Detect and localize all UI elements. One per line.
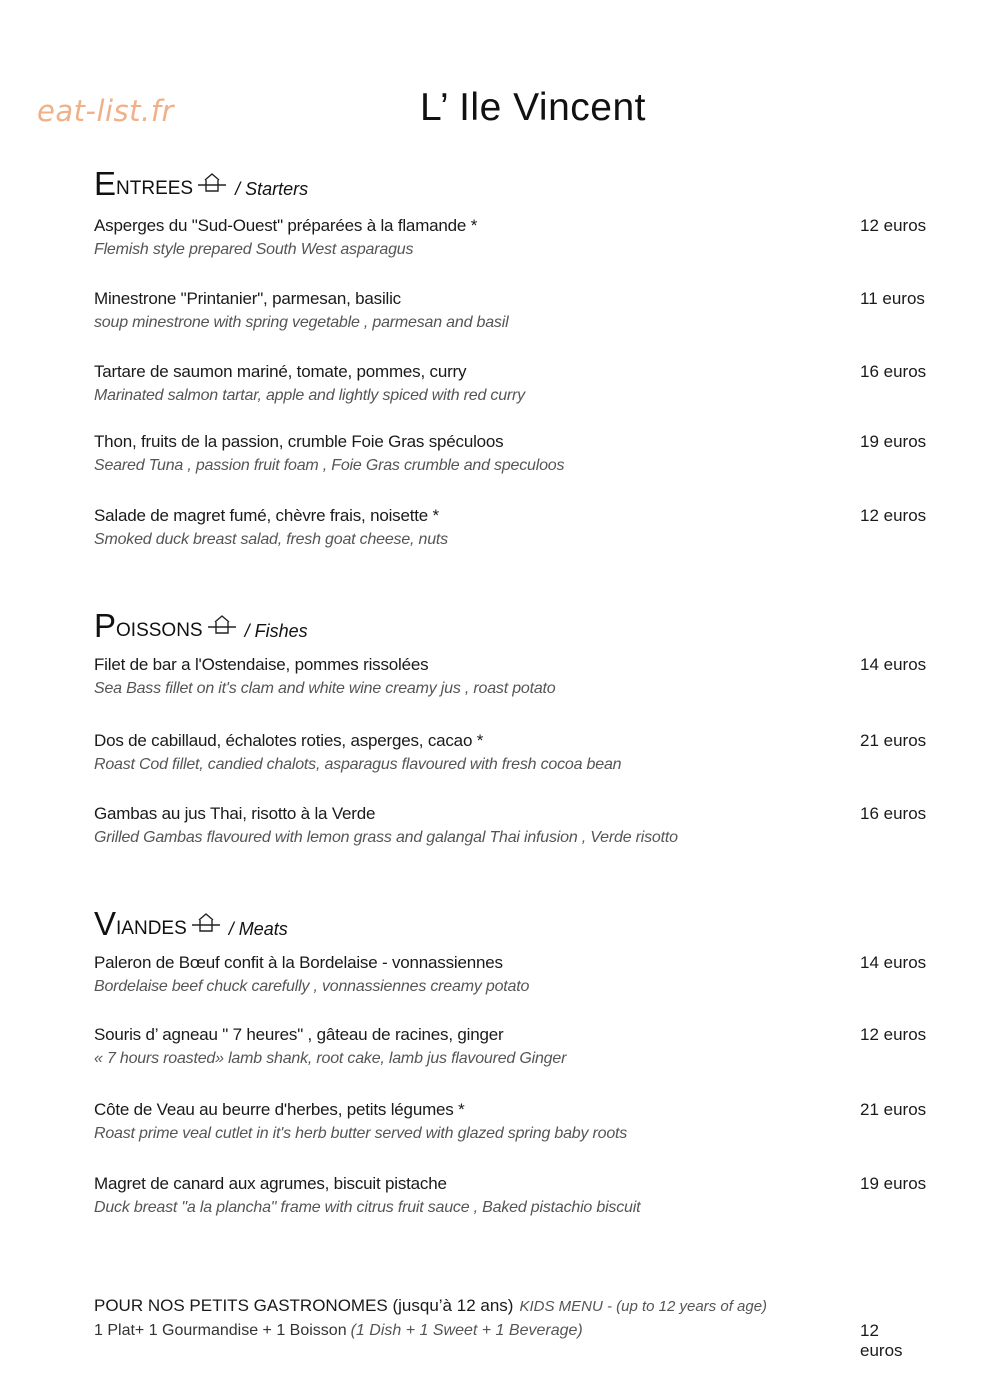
dish-description: Bordelaise beef chuck carefully , vonnassiennes creamy potato [94, 978, 530, 995]
dish-name: Asperges du "Sud-Ouest" préparées à la flamande * [94, 216, 478, 235]
section-meats [94, 900, 927, 1216]
section-subtitle: / Meats [228, 919, 288, 939]
section-heading-initial: P [94, 607, 117, 644]
menu-item [94, 1174, 927, 1217]
dish-description: Marinated salmon tartar, apple and lightly spiced with red curry [94, 387, 525, 404]
menu-item [94, 1025, 927, 1068]
dish-description: Duck breast "a la plancha" frame with citrus fruit sauce , Baked pistachio biscuit [94, 1199, 641, 1216]
dish-name: Gambas au jus Thai, risotto à la Verde [94, 804, 376, 823]
kids-menu-price: 12 euros [860, 1321, 903, 1360]
section-starters [94, 160, 927, 548]
menu-item [94, 731, 927, 774]
kids-menu-title-en: KIDS MENU - (up to 12 years of age) [519, 1298, 768, 1315]
dish-description: Seared Tuna , passion fruit foam , Foie Gras crumble and speculoos [94, 457, 565, 474]
section-heading-rest: NTREES [116, 178, 194, 199]
dish-price: 11 euros [860, 289, 925, 308]
dish-price: 19 euros [860, 1174, 927, 1193]
menu-item [94, 289, 924, 332]
menu-item [94, 953, 927, 996]
section-fishes [94, 602, 927, 846]
kids-menu-contents [94, 1322, 924, 1340]
dish-name: Dos de cabillaud, échalotes roties, asperges, cacao * [94, 731, 484, 750]
dish-price: 21 euros [860, 731, 927, 750]
section-heading [94, 602, 924, 642]
dish-name: Paleron de Bœuf confit à la Bordelaise - vonnassiennes [94, 953, 503, 972]
section-heading-initial: V [94, 905, 117, 942]
house-icon [197, 171, 227, 198]
dish-name: Magret de canard aux agrumes, biscuit pistache [94, 1174, 447, 1193]
dish-price: 19 euros [860, 432, 927, 451]
dish-description: Roast prime veal cutlet in it's herb butter served with glazed spring baby roots [94, 1125, 628, 1142]
dish-name: Thon, fruits de la passion, crumble Foie Gras spéculoos [94, 432, 504, 451]
dish-description: soup minestrone with spring vegetable , parmesan and basil [94, 314, 509, 331]
menu-item [94, 655, 927, 698]
dish-name: Côte de Veau au beurre d'herbes, petits légumes * [94, 1100, 465, 1119]
dish-price: 14 euros [860, 953, 927, 972]
dish-price: 12 euros [860, 506, 927, 525]
dish-description: « 7 hours roasted» lamb shank, root cake, lamb jus flavoured Ginger [94, 1050, 567, 1067]
house-icon [207, 613, 237, 640]
kids-menu [94, 1296, 924, 1360]
dish-price: 12 euros [860, 1025, 927, 1044]
dish-description: Flemish style prepared South West asparagus [94, 241, 414, 258]
menu-item [94, 362, 927, 405]
dish-price: 16 euros [860, 804, 927, 823]
kids-menu-title [94, 1296, 924, 1316]
section-heading-rest: IANDES [116, 918, 187, 939]
kids-menu-contents-en: (1 Dish + 1 Sweet + 1 Beverage) [350, 1322, 583, 1339]
section-subtitle: / Fishes [244, 621, 308, 641]
section-heading [94, 900, 924, 940]
dish-price: 21 euros [860, 1100, 927, 1119]
kids-menu-contents-fr: 1 Plat+ 1 Gourmandise + 1 Boisson [94, 1322, 347, 1339]
house-icon [191, 911, 221, 938]
dish-name: Salade de magret fumé, chèvre frais, noisette * [94, 506, 439, 525]
menu-item [94, 1100, 927, 1143]
section-heading-initial: E [94, 165, 117, 202]
menu-item [94, 804, 927, 847]
dish-name: Minestrone "Printanier", parmesan, basilic [94, 289, 401, 308]
menu-item [94, 432, 927, 475]
dish-name: Tartare de saumon mariné, tomate, pommes, curry [94, 362, 467, 381]
section-heading-rest: OISSONS [116, 620, 203, 641]
section-subtitle: / Starters [235, 179, 309, 199]
watermark: eat-list.fr [37, 94, 174, 128]
dish-description: Sea Bass fillet on it's clam and white wine creamy jus , roast potato [94, 680, 556, 697]
page-title: L’ Ile Vincent [420, 86, 646, 129]
menu-item [94, 216, 927, 259]
dish-description: Grilled Gambas flavoured with lemon grass and galangal Thai infusion , Verde risotto [94, 829, 678, 846]
dish-price: 16 euros [860, 362, 927, 381]
dish-price: 14 euros [860, 655, 927, 674]
dish-name: Souris d’ agneau " 7 heures" , gâteau de racines, ginger [94, 1025, 504, 1044]
dish-description: Smoked duck breast salad, fresh goat cheese, nuts [94, 531, 448, 548]
dish-description: Roast Cod fillet, candied chalots, asparagus flavoured with fresh cocoa bean [94, 756, 622, 773]
dish-name: Filet de bar a l'Ostendaise, pommes rissolées [94, 655, 429, 674]
menu-item [94, 506, 927, 549]
kids-menu-title-fr: POUR NOS PETITS GASTRONOMES (jusqu’à 12 ans) [94, 1296, 514, 1315]
dish-price: 12 euros [860, 216, 927, 235]
section-heading [94, 160, 924, 200]
